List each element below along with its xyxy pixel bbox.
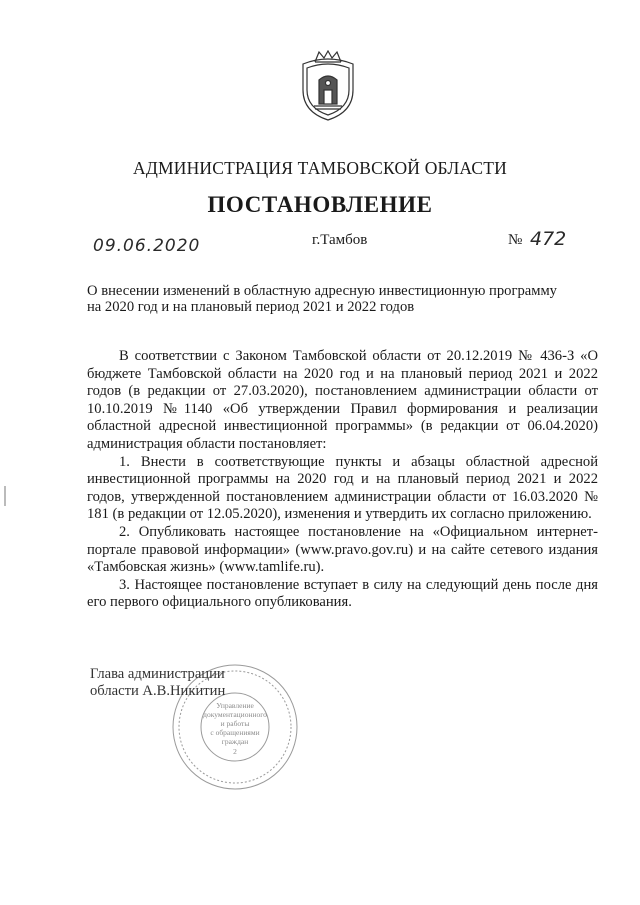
number-sign: № [508, 232, 523, 248]
document-body [87, 348, 598, 612]
seal-text: граждан [221, 737, 249, 746]
document-subject [87, 283, 599, 315]
seal-text: 2 [233, 747, 237, 756]
signature-name: области А.В.Никитин [90, 682, 226, 699]
subject-line: на 2020 год и на плановый период 2021 и 2022 годов [87, 299, 415, 315]
preamble-paragraph: В соответствии с Законом Тамбовской области от 20.12.2019 № 436-З «О бюджете Тамбовской области на 2020 год и на плановый период 2021 и 2022 годов (в редакции от 27.03.2020), постановлением администрации области от 10.10.2019 №1140 «Об утверждении Правил формирования и реализации областной адресной инвестиционной программы» (в редакции от 06.04.2020) администрация области постановляет: [87, 348, 598, 452]
seal-text: с обращениями [210, 728, 260, 737]
document-city: г.Тамбов [312, 232, 368, 248]
seal-text: Управление [216, 701, 254, 710]
signature-title: Глава администрации [90, 666, 225, 682]
document-date: 09.06.2020 [93, 236, 201, 256]
clause-paragraph: 2. Опубликовать настоящее постановление на «Официальном интернет-портале правовой информации» (www.pravo.gov.ru) и на сайте сетевого издания «Тамбовская жизнь» (www.tamlife.ru). [87, 523, 598, 576]
scan-margin-mark [4, 486, 6, 506]
signature-block [90, 666, 225, 699]
organization-title: АДМИНИСТРАЦИЯ ТАМБОВСКОЙ ОБЛАСТИ [133, 158, 507, 178]
document-number: 472 [530, 228, 567, 250]
coat-of-arms-icon [297, 50, 359, 124]
clause-paragraph: 1. Внести в соответствующие пункты и абзацы областной адресной инвестиционной программы на 2020 год и на плановый период 2021 и 2022 годов, утвержденной постановлением администрации области от 16.03.2020 № 181 (в редакции от 12.05.2020), изменения и утвердить их согласно приложению. [87, 453, 598, 523]
clause-paragraph: 3. Настоящее постановление вступает в силу на следующий день после дня его первого официального опубликования. [87, 576, 598, 611]
seal-text: и работы [220, 719, 250, 728]
document-type: ПОСТАНОВЛЕНИЕ [207, 192, 433, 217]
subject-line: О внесении изменений в областную адресную инвестиционную программу [87, 283, 557, 299]
seal-text: документационного [203, 710, 267, 719]
